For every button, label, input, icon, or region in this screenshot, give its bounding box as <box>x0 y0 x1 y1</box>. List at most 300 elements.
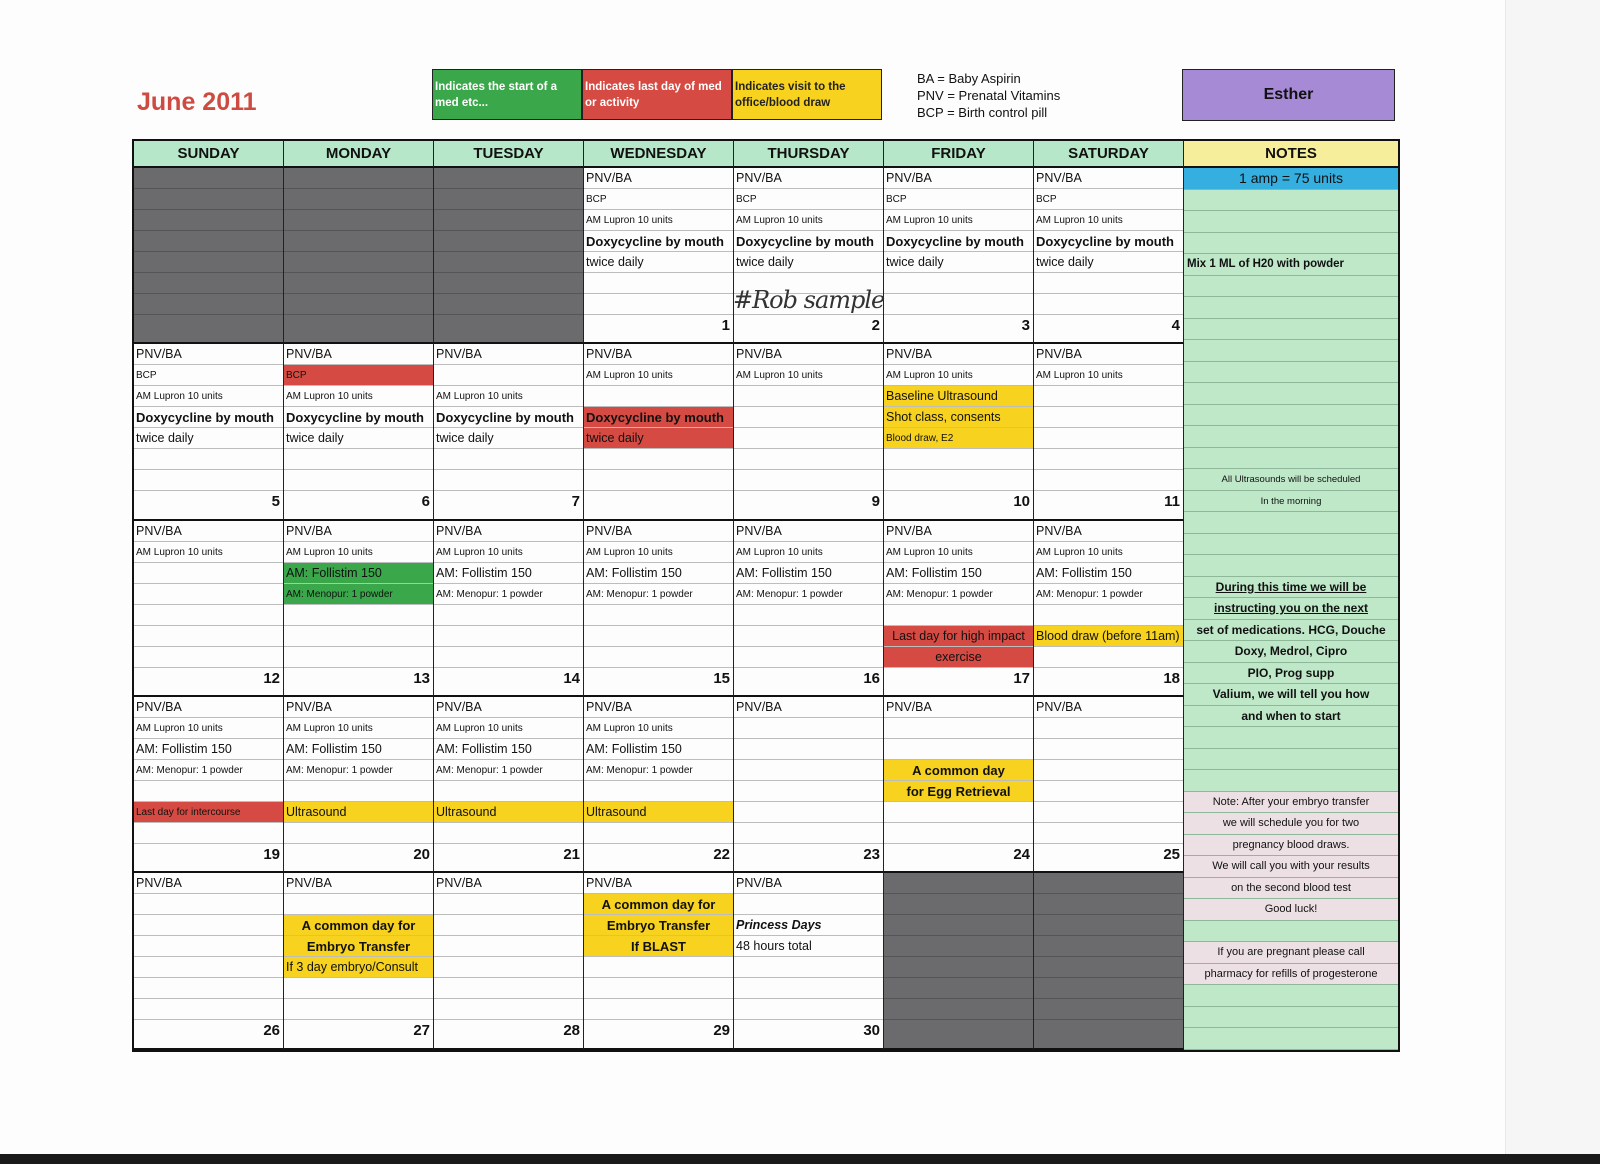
day-number: 3 <box>1021 317 1030 334</box>
note-line: PIO, Prog supp <box>1184 663 1398 685</box>
day-number: 5 <box>271 493 280 511</box>
day-line <box>284 449 433 470</box>
header-sunday: SUNDAY <box>134 141 284 168</box>
day-line <box>1034 273 1183 294</box>
day-line: AM Lupron 10 units <box>1034 542 1183 563</box>
day-line: Baseline Ultrasound <box>884 386 1033 407</box>
note-line <box>1184 297 1398 319</box>
empty-day-cell <box>134 168 284 344</box>
day-line: AM Lupron 10 units <box>134 718 283 739</box>
day-line: AM Lupron 10 units <box>434 718 583 739</box>
day-line: AM Lupron 10 units <box>734 542 883 563</box>
day-line <box>134 273 283 294</box>
day-cell <box>434 873 584 1049</box>
day-line: If 3 day embryo/Consult <box>284 957 433 978</box>
day-line <box>1034 999 1183 1020</box>
day-line: PNV/BA <box>284 521 433 542</box>
note-line <box>1184 1007 1398 1029</box>
day-cell <box>734 521 884 697</box>
scan-margin <box>1505 0 1600 1154</box>
day-line: twice daily <box>434 428 583 449</box>
day-line: Doxycycline by mouth <box>134 407 283 428</box>
day-line <box>584 781 733 802</box>
day-line <box>434 894 583 915</box>
day-line <box>584 957 733 978</box>
day-line: 48 hours total <box>734 936 883 957</box>
day-line: twice daily <box>734 252 883 273</box>
legend-start-med: Indicates the start of a med etc... <box>432 69 582 120</box>
note-line: Doxy, Medrol, Cipro <box>1184 641 1398 663</box>
day-line: Ultrasound <box>284 802 433 823</box>
day-cell <box>1034 168 1184 344</box>
day-number: 27 <box>413 1022 430 1040</box>
day-line <box>734 823 883 844</box>
day-line: AM Lupron 10 units <box>884 365 1033 386</box>
note-line <box>1184 426 1398 448</box>
day-line: PNV/BA <box>1034 697 1183 718</box>
day-line: Embryo Transfer <box>584 915 733 936</box>
day-line: PNV/BA <box>1034 344 1183 365</box>
notes-column <box>1184 168 1398 1050</box>
day-line <box>434 823 583 844</box>
day-cell <box>734 344 884 520</box>
day-cell <box>584 344 734 520</box>
legend-office-visit: Indicates visit to the office/blood draw <box>732 69 882 120</box>
day-cell <box>284 344 434 520</box>
header-friday: FRIDAY <box>884 141 1034 168</box>
day-line: AM: Menopur: 1 powder <box>284 760 433 781</box>
day-number: 28 <box>563 1022 580 1040</box>
note-line <box>1184 770 1398 792</box>
day-line <box>134 894 283 915</box>
note-line <box>1184 362 1398 384</box>
day-line <box>284 978 433 999</box>
day-cell <box>884 521 1034 697</box>
note-line <box>1184 985 1398 1007</box>
day-line: exercise <box>884 647 1033 668</box>
day-line: If BLAST <box>584 936 733 957</box>
day-line <box>284 231 433 252</box>
day-line <box>134 168 283 189</box>
note-line <box>1184 233 1398 255</box>
day-line <box>434 449 583 470</box>
day-line: BCP <box>284 365 433 386</box>
day-line: PNV/BA <box>584 873 733 894</box>
day-line: AM Lupron 10 units <box>584 718 733 739</box>
day-line: AM Lupron 10 units <box>434 542 583 563</box>
day-line: PNV/BA <box>284 873 433 894</box>
day-cell <box>1034 344 1184 520</box>
day-line: AM: Menopur: 1 powder <box>584 584 733 605</box>
day-line <box>434 978 583 999</box>
day-line: PNV/BA <box>1034 168 1183 189</box>
day-cell <box>584 697 734 873</box>
day-line: PNV/BA <box>284 344 433 365</box>
day-line <box>884 873 1033 894</box>
day-line: BCP <box>884 189 1033 210</box>
day-line <box>1034 760 1183 781</box>
day-line <box>884 999 1033 1020</box>
day-line: AM: Follistim 150 <box>434 563 583 584</box>
day-line: Doxycycline by mouth <box>584 407 733 428</box>
abbr-bcp: BCP = Birth control pill <box>917 105 1048 120</box>
day-line <box>734 626 883 647</box>
day-line <box>1034 647 1183 668</box>
day-line <box>1034 802 1183 823</box>
day-line <box>284 605 433 626</box>
note-line: During this time we will be <box>1184 577 1398 599</box>
note-line <box>1184 921 1398 943</box>
note-line <box>1184 319 1398 341</box>
day-line <box>884 605 1033 626</box>
patient-name: Esther <box>1182 69 1395 121</box>
day-line <box>584 386 733 407</box>
day-line <box>1034 936 1183 957</box>
day-line: PNV/BA <box>134 521 283 542</box>
day-cell <box>584 168 734 344</box>
day-line <box>1034 407 1183 428</box>
day-line: twice daily <box>1034 252 1183 273</box>
day-line: AM Lupron 10 units <box>734 210 883 231</box>
day-line: AM: Follistim 150 <box>1034 563 1183 584</box>
day-line <box>134 210 283 231</box>
day-line: Ultrasound <box>434 802 583 823</box>
note-line: 1 amp = 75 units <box>1184 168 1398 190</box>
note-line: Valium, we will tell you how <box>1184 684 1398 706</box>
day-number: 2 <box>871 317 880 334</box>
day-line: AM Lupron 10 units <box>584 542 733 563</box>
day-line <box>134 252 283 273</box>
day-line <box>884 273 1033 294</box>
day-line <box>434 189 583 210</box>
day-line: AM Lupron 10 units <box>884 210 1033 231</box>
day-cell <box>1034 697 1184 873</box>
day-line: AM: Follistim 150 <box>284 739 433 760</box>
day-line <box>284 470 433 491</box>
day-line <box>134 781 283 802</box>
day-line: Doxycycline by mouth <box>884 231 1033 252</box>
day-line: Embryo Transfer <box>284 936 433 957</box>
day-line: A common day <box>884 760 1033 781</box>
day-line <box>884 294 1033 315</box>
day-line <box>884 936 1033 957</box>
day-line <box>1034 386 1183 407</box>
day-line: PNV/BA <box>434 697 583 718</box>
day-line <box>434 605 583 626</box>
day-line <box>1034 781 1183 802</box>
day-number: 26 <box>263 1022 280 1040</box>
header-notes: NOTES <box>1184 141 1398 168</box>
day-line <box>134 915 283 936</box>
note-line: we will schedule you for two <box>1184 813 1398 835</box>
day-line <box>434 273 583 294</box>
day-line <box>734 978 883 999</box>
day-line: BCP <box>134 365 283 386</box>
day-line <box>284 823 433 844</box>
day-line <box>584 978 733 999</box>
day-line <box>284 647 433 668</box>
day-line <box>884 718 1033 739</box>
day-line <box>284 999 433 1020</box>
empty-day-cell <box>434 168 584 344</box>
day-line: PNV/BA <box>734 168 883 189</box>
day-line: PNV/BA <box>584 168 733 189</box>
day-line: PNV/BA <box>734 521 883 542</box>
day-cell <box>284 697 434 873</box>
day-line <box>734 470 883 491</box>
day-line: AM: Follistim 150 <box>134 739 283 760</box>
note-line <box>1184 211 1398 233</box>
day-line: for Egg Retrieval <box>884 781 1033 802</box>
note-line <box>1184 383 1398 405</box>
day-line <box>884 739 1033 760</box>
day-line <box>134 189 283 210</box>
day-line <box>734 999 883 1020</box>
handwritten-note: #Rob sample <box>733 286 885 314</box>
scan-edge <box>0 1154 1600 1164</box>
day-line <box>584 449 733 470</box>
day-line <box>284 168 433 189</box>
day-line: twice daily <box>884 252 1033 273</box>
day-line <box>734 760 883 781</box>
day-cell <box>734 168 884 344</box>
day-line <box>284 626 433 647</box>
day-line <box>884 915 1033 936</box>
day-line: PNV/BA <box>734 697 883 718</box>
day-line <box>284 273 433 294</box>
day-line <box>134 823 283 844</box>
day-line: Doxycycline by mouth <box>584 231 733 252</box>
day-line <box>734 894 883 915</box>
day-line <box>884 894 1033 915</box>
day-line: Shot class, consents <box>884 407 1033 428</box>
note-line <box>1184 512 1398 534</box>
day-cell <box>434 521 584 697</box>
day-line: PNV/BA <box>434 344 583 365</box>
day-number <box>1034 1020 1183 1042</box>
day-line <box>734 802 883 823</box>
note-line <box>1184 749 1398 771</box>
note-line: All Ultrasounds will be scheduled <box>1184 469 1398 491</box>
empty-day-cell <box>884 873 1034 1049</box>
day-line: Doxycycline by mouth <box>734 231 883 252</box>
day-line <box>134 647 283 668</box>
day-number <box>434 315 583 337</box>
page-title: June 2011 <box>137 88 257 116</box>
day-line <box>134 957 283 978</box>
note-line <box>1184 555 1398 577</box>
day-line <box>284 894 433 915</box>
day-line <box>1034 978 1183 999</box>
day-line <box>884 802 1033 823</box>
legend-last-day: Indicates last day of med or activity <box>582 69 732 120</box>
day-line: AM Lupron 10 units <box>584 365 733 386</box>
note-line: on the second blood test <box>1184 878 1398 900</box>
day-line <box>134 470 283 491</box>
day-line <box>434 231 583 252</box>
day-number: 30 <box>863 1022 880 1040</box>
day-line <box>284 189 433 210</box>
day-line: AM: Follistim 150 <box>284 563 433 584</box>
day-line: AM Lupron 10 units <box>584 210 733 231</box>
day-line: PNV/BA <box>434 521 583 542</box>
day-line <box>734 428 883 449</box>
day-line: Princess Days <box>734 915 883 936</box>
note-line: Mix 1 ML of H20 with powder <box>1184 254 1398 276</box>
day-number: 10 <box>1013 493 1030 511</box>
day-number: 6 <box>421 493 430 511</box>
day-line: AM Lupron 10 units <box>134 386 283 407</box>
day-cell <box>734 873 884 1049</box>
day-line: A common day for <box>584 894 733 915</box>
day-number <box>584 491 733 513</box>
day-line <box>134 626 283 647</box>
day-line: BCP <box>584 189 733 210</box>
note-line <box>1184 276 1398 298</box>
day-number: 7 <box>571 493 580 511</box>
day-number: 9 <box>871 493 880 511</box>
day-line <box>584 626 733 647</box>
day-line <box>284 210 433 231</box>
day-line <box>1034 470 1183 491</box>
day-line: AM Lupron 10 units <box>1034 210 1183 231</box>
day-line <box>1034 823 1183 844</box>
day-line <box>734 718 883 739</box>
day-cell <box>134 521 284 697</box>
empty-day-cell <box>284 168 434 344</box>
day-cell <box>434 697 584 873</box>
day-line: AM: Menopur: 1 powder <box>1034 584 1183 605</box>
day-line <box>1034 294 1183 315</box>
day-line <box>1034 915 1183 936</box>
abbr-ba: BA = Baby Aspirin <box>917 71 1021 86</box>
note-line: pregnancy blood draws. <box>1184 835 1398 857</box>
note-line: set of medications. HCG, Douche <box>1184 620 1398 642</box>
day-line: PNV/BA <box>584 697 733 718</box>
day-line <box>134 584 283 605</box>
day-cell <box>734 697 884 873</box>
day-cell <box>284 521 434 697</box>
day-line: AM Lupron 10 units <box>884 542 1033 563</box>
day-number: 4 <box>1171 317 1180 334</box>
day-number: 17 <box>1013 669 1030 687</box>
note-line: and when to start <box>1184 706 1398 728</box>
day-cell <box>584 873 734 1049</box>
day-line: BCP <box>734 189 883 210</box>
day-line <box>134 449 283 470</box>
day-cell <box>1034 521 1184 697</box>
day-line: PNV/BA <box>434 873 583 894</box>
day-line: AM Lupron 10 units <box>284 542 433 563</box>
note-line: Note: After your embryo transfer <box>1184 792 1398 814</box>
day-line <box>434 210 583 231</box>
day-cell <box>884 344 1034 520</box>
note-line <box>1184 534 1398 556</box>
note-line: If you are pregnant please call <box>1184 942 1398 964</box>
day-line: AM Lupron 10 units <box>434 386 583 407</box>
day-line: PNV/BA <box>734 344 883 365</box>
day-line <box>434 999 583 1020</box>
day-number: 24 <box>1013 845 1030 863</box>
day-number: 18 <box>1163 669 1180 687</box>
day-line <box>734 739 883 760</box>
day-number: 19 <box>263 845 280 863</box>
header-tuesday: TUESDAY <box>434 141 584 168</box>
day-line <box>1034 428 1183 449</box>
day-line <box>434 294 583 315</box>
day-line <box>584 823 733 844</box>
day-line <box>584 605 733 626</box>
day-number: 25 <box>1163 845 1180 863</box>
day-line <box>734 386 883 407</box>
day-line <box>134 294 283 315</box>
day-line <box>584 470 733 491</box>
note-line: In the morning <box>1184 491 1398 513</box>
note-line: instructing you on the next <box>1184 598 1398 620</box>
day-line: twice daily <box>584 252 733 273</box>
day-number: 23 <box>863 845 880 863</box>
day-line: Blood draw (before 11am) <box>1034 626 1183 647</box>
day-line: AM Lupron 10 units <box>134 542 283 563</box>
day-line <box>1034 894 1183 915</box>
day-line <box>284 294 433 315</box>
day-cell <box>134 697 284 873</box>
day-cell <box>434 344 584 520</box>
day-line: PNV/BA <box>884 521 1033 542</box>
day-line <box>434 781 583 802</box>
day-line: PNV/BA <box>134 344 283 365</box>
day-line: twice daily <box>584 428 733 449</box>
day-cell <box>884 168 1034 344</box>
day-line: AM: Menopur: 1 powder <box>134 760 283 781</box>
header-saturday: SATURDAY <box>1034 141 1184 168</box>
day-line: PNV/BA <box>584 521 733 542</box>
day-line: AM: Follistim 150 <box>584 563 733 584</box>
day-line: AM: Menopur: 1 powder <box>434 584 583 605</box>
day-cell <box>134 344 284 520</box>
day-line: twice daily <box>134 428 283 449</box>
day-line <box>584 273 733 294</box>
day-line: PNV/BA <box>1034 521 1183 542</box>
day-line: AM: Menopur: 1 powder <box>584 760 733 781</box>
note-line <box>1184 1028 1398 1050</box>
note-line <box>1184 405 1398 427</box>
day-line: AM Lupron 10 units <box>1034 365 1183 386</box>
day-line: AM: Menopur: 1 powder <box>734 584 883 605</box>
day-number: 16 <box>863 669 880 687</box>
day-cell <box>284 873 434 1049</box>
day-line <box>434 470 583 491</box>
day-line <box>1034 957 1183 978</box>
day-line <box>734 957 883 978</box>
day-number: 14 <box>563 669 580 687</box>
day-cell <box>584 521 734 697</box>
day-line <box>134 231 283 252</box>
day-line <box>284 781 433 802</box>
day-line <box>1034 739 1183 760</box>
day-line: PNV/BA <box>134 697 283 718</box>
note-line <box>1184 448 1398 470</box>
day-line <box>434 647 583 668</box>
day-line: PNV/BA <box>884 168 1033 189</box>
day-number: 1 <box>721 317 730 334</box>
empty-day-cell <box>1034 873 1184 1049</box>
day-line: AM: Follistim 150 <box>584 739 733 760</box>
day-line: A common day for <box>284 915 433 936</box>
day-line <box>734 647 883 668</box>
day-line <box>434 252 583 273</box>
day-cell <box>884 697 1034 873</box>
